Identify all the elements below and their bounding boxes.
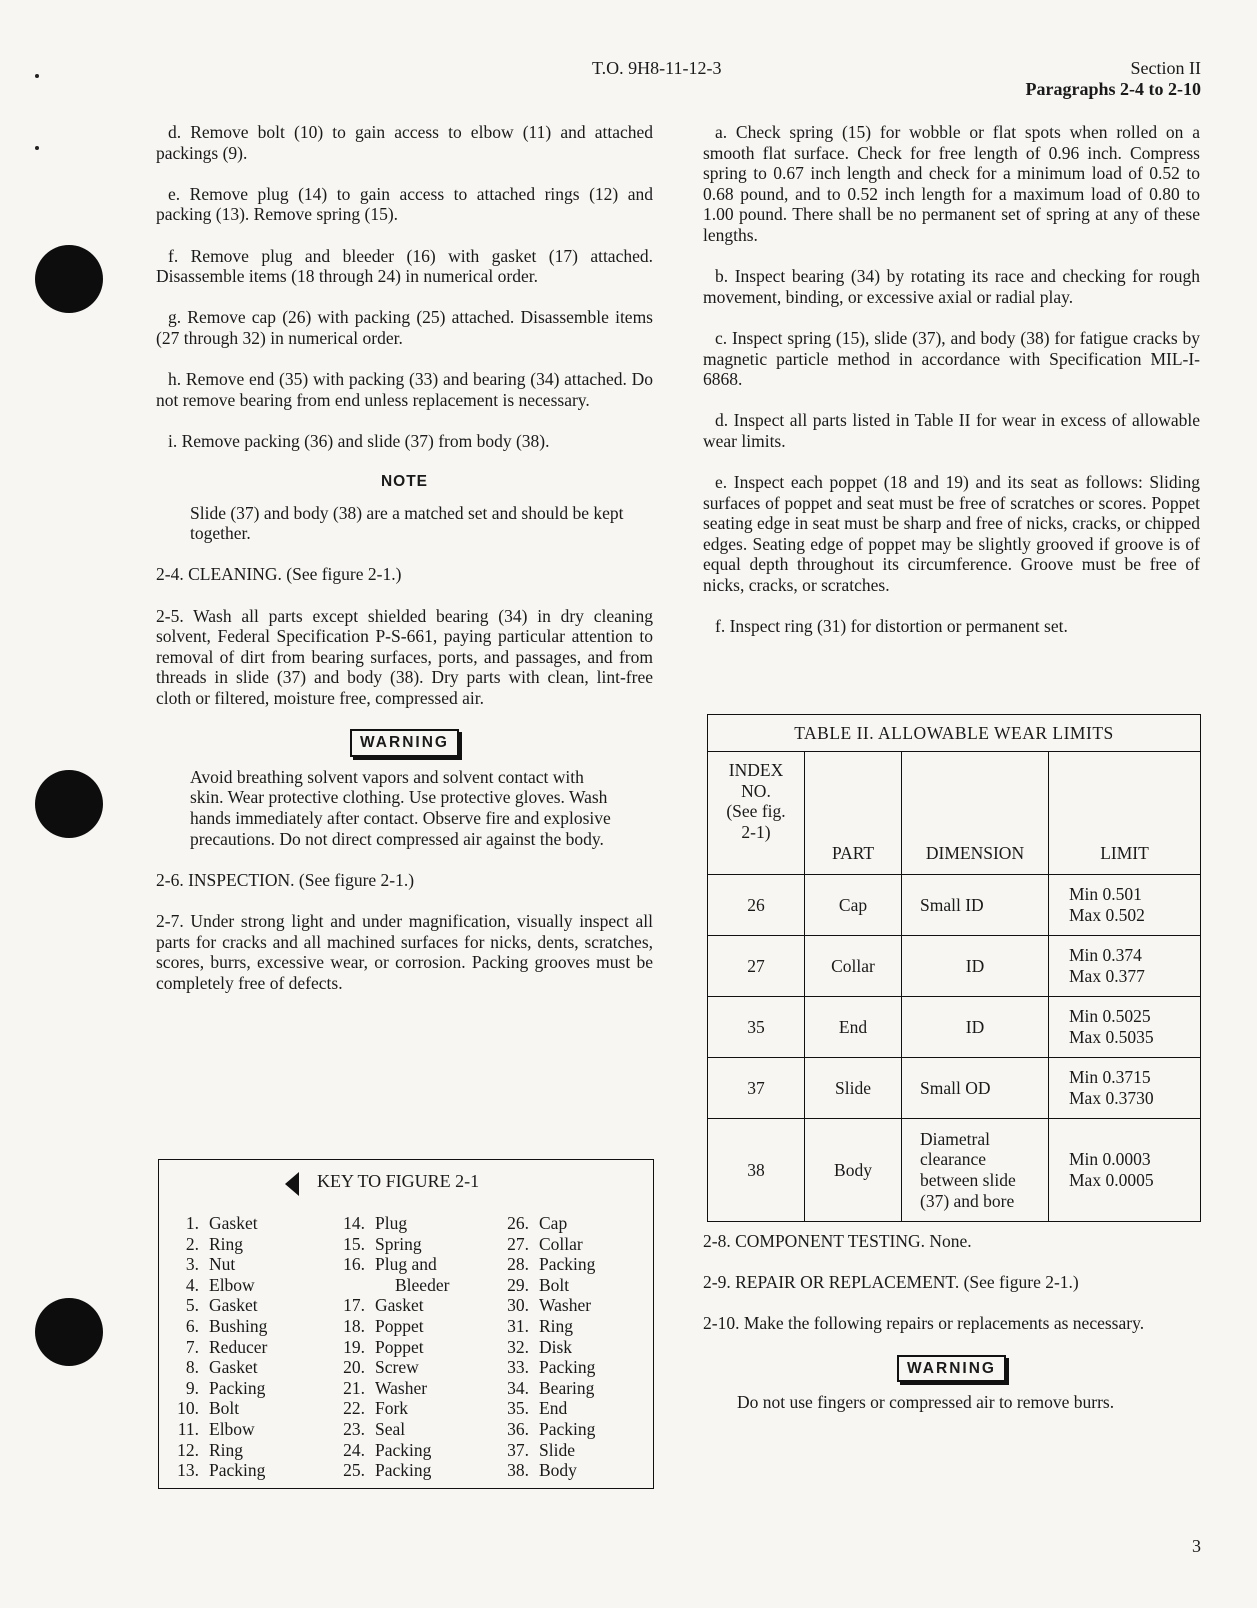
figure-key-title: KEY TO FIGURE 2-1: [317, 1171, 480, 1191]
warning-label-wrap: [156, 729, 653, 757]
para-2-8: 2-8. COMPONENT TESTING. None.: [703, 1231, 972, 1251]
step-g: g. Remove cap (26) with packing (25) attached. Disassemble items (27 through 32) in numerical order.: [156, 307, 653, 348]
figure-key-item: 4. Elbow: [185, 1274, 255, 1295]
figure-key-item: 34. Bearing: [507, 1377, 595, 1398]
inspect-c: c. Inspect spring (15), slide (37), and body (38) for fatigue cracks by magnetic particle method in accordance with Specification MIL-I-6868.: [703, 327, 1200, 390]
figure-key-item: 8. Gasket: [185, 1357, 258, 1378]
section-label: Section II: [1130, 58, 1201, 78]
table-row: 38 Body Diametral clearance between slide (37) and bore Min 0.0003 Max 0.0005: [708, 1119, 1201, 1222]
para-2-5: 2-5. Wash all parts except shielded bearing (34) in dry cleaning solvent, Federal Specification P-S-661, paying particular attention to removal of dirt from bearing surfaces, ports, and passages, and from threads in slide (37) and body (38). Dry parts with clean, lint-free cloth or filtered, moisture free, compressed air.: [156, 605, 653, 709]
figure-key-item: 5. Gasket: [185, 1295, 258, 1316]
figure-key-column-1: [159, 1213, 267, 1481]
figure-key-item: 30. Washer: [507, 1295, 592, 1316]
punch-hole: [35, 1298, 103, 1366]
punch-hole: [35, 770, 103, 838]
header-dimension: DIMENSION: [902, 752, 1049, 875]
figure-key-item: 26. Cap: [507, 1213, 568, 1233]
figure-key-item: 13. Packing: [177, 1460, 266, 1481]
figure-key-item: 22. Fork: [343, 1398, 409, 1419]
step-f: f. Remove plug and bleeder (16) with gasket (17) attached. Disassemble items (18 through 24) in numerical order.: [156, 245, 653, 287]
figure-key-item: 27. Collar: [507, 1233, 583, 1254]
figure-key-item: 2. Ring: [185, 1233, 244, 1254]
figure-key-item: 12. Ring: [177, 1439, 244, 1460]
figure-key-item: 29. Bolt: [507, 1274, 570, 1295]
figure-key-item: 38. Body: [507, 1460, 577, 1481]
paragraphs-label: Paragraphs 2-4 to 2-10: [1025, 79, 1201, 99]
inspect-a: a. Check spring (15) for wobble or flat spots when rolled on a smooth flat surface. Check for free length of 0.96 inch. Compress spring to 0.67 inch length and check for a minimum load of 0.52 to 0.68 pound, and to 0.52 inch length for a maximum load of 0.80 to 1.00 pound. There shall be no permanent set of spring at any of these lengths.: [703, 122, 1200, 245]
figure-key-column-3: [489, 1213, 595, 1481]
figure-key-item: 9. Packing: [185, 1377, 266, 1398]
table-row: 26 Cap Small ID Min 0.501 Max 0.502: [708, 875, 1201, 936]
section-header: [1026, 58, 1201, 100]
warning-text: Do not use fingers or compressed air to remove burrs.: [737, 1392, 1115, 1413]
figure-key-item: 35. End: [507, 1398, 568, 1419]
inspect-f: f. Inspect ring (31) for distortion or permanent set.: [715, 616, 1068, 637]
table-row: 35 End ID Min 0.5025 Max 0.5035: [708, 997, 1201, 1058]
figure-key-item: 15. Spring: [343, 1233, 422, 1254]
figure-key-item: 32. Disk: [507, 1336, 573, 1357]
page-number: 3: [1192, 1536, 1201, 1556]
margin-dot: [35, 74, 39, 78]
table-row: 37 Slide Small OD Min 0.3715 Max 0.3730: [708, 1058, 1201, 1119]
inspect-d: d. Inspect all parts listed in Table II for wear in excess of allowable wear limits.: [703, 410, 1200, 451]
step-i: i. Remove packing (36) and slide (37) from body (38).: [168, 430, 550, 451]
figure-key-item: 14. Plug: [343, 1213, 408, 1233]
figure-key-item: 36. Packing: [507, 1418, 596, 1439]
header-part: PART: [805, 752, 902, 875]
right-column-lower: [703, 1231, 1200, 1433]
figure-key-item: 20. Screw: [343, 1357, 419, 1378]
figure-key-item: 7. Reducer: [185, 1336, 268, 1357]
table-header-row: [708, 752, 1201, 875]
figure-key-item: 18. Poppet: [343, 1315, 424, 1336]
header-limit: LIMIT: [1049, 752, 1201, 875]
figure-key-item: Bleeder: [395, 1274, 450, 1295]
warning-label: WARNING: [350, 729, 459, 757]
figure-key-item: 33. Packing: [507, 1357, 596, 1378]
step-e: e. Remove plug (14) to gain access to attached rings (12) and packing (13). Remove spring (15).: [156, 183, 653, 225]
figure-key-item: 24. Packing: [343, 1439, 432, 1460]
figure-key-item: 21. Washer: [343, 1377, 428, 1398]
inspect-b: b. Inspect bearing (34) by rotating its race and checking for rough movement, binding, or excessive axial or radial play.: [703, 266, 1200, 307]
para-2-10: 2-10. Make the following repairs or replacements as necessary.: [703, 1313, 1145, 1334]
figure-key-item: 31. Ring: [507, 1315, 574, 1336]
para-2-9: 2-9. REPAIR OR REPLACEMENT. (See figure 2-1.): [703, 1272, 1079, 1293]
note-title: NOTE: [380, 473, 429, 491]
figure-key-box: [158, 1159, 654, 1489]
warning-text: Avoid breathing solvent vapors and solvent contact with skin. Wear protective clothing. Use protective gloves. Wash hands immediately after contact. Observe fire and explosive precautions. Do not direct compressed air against the body.: [190, 766, 611, 849]
margin-dot: [35, 146, 39, 150]
punch-hole: [35, 245, 103, 313]
wear-limits-table: [707, 714, 1201, 1222]
figure-key-item: 6. Bushing: [185, 1315, 268, 1336]
step-d: d. Remove bolt (10) to gain access to elbow (11) and attached packings (9).: [156, 122, 653, 163]
figure-key-item: 3. Nut: [185, 1254, 236, 1275]
figure-key-item: 28. Packing: [507, 1254, 596, 1275]
figure-key-item: 11. Elbow: [177, 1418, 255, 1439]
figure-key-item: 16. Plug and: [343, 1254, 437, 1275]
figure-key-item: 25. Packing: [343, 1460, 432, 1481]
arrow-left-icon: [285, 1172, 299, 1196]
figure-key-item: 23. Seal: [343, 1418, 406, 1439]
figure-key-column-2: [325, 1213, 449, 1481]
figure-key-item: 1. Gasket: [185, 1213, 258, 1233]
table-caption: TABLE II. ALLOWABLE WEAR LIMITS: [708, 715, 1201, 752]
para-2-6: 2-6. INSPECTION. (See figure 2-1.): [156, 869, 415, 890]
figure-key-item: 19. Poppet: [343, 1336, 424, 1357]
figure-key-item: 17. Gasket: [343, 1295, 424, 1316]
document-number: T.O. 9H8-11-12-3: [592, 58, 722, 78]
para-2-7: 2-7. Under strong light and under magnification, visually inspect all parts for cracks and all machined surfaces for nicks, dents, scratches, scores, burrs, excessive wear, or corrosion. Packing grooves must be completely free of defects.: [156, 910, 653, 993]
figure-key-item: 37. Slide: [507, 1439, 575, 1460]
left-column: [156, 122, 653, 1014]
warning-label: WARNING: [897, 1355, 1006, 1383]
header-index: INDEX NO. (See fig. 2-1): [708, 752, 805, 875]
note-text: Slide (37) and body (38) are a matched set and should be kept together.: [190, 502, 624, 544]
table-row: 27 Collar ID Min 0.374 Max 0.377: [708, 936, 1201, 997]
inspect-e: e. Inspect each poppet (18 and 19) and its seat as follows: Sliding surfaces of poppet and seat must be free of scratches or scores. Poppet seating edge in seat must be sharp and free of nicks, cracks, or chipped edges. Seating edge of poppet may be slightly grooved if groove is of equal depth throughout its circumference. Groove must be free of nicks, cracks, or scratches.: [703, 472, 1200, 596]
step-h: h. Remove end (35) with packing (33) and bearing (34) attached. Do not remove bearing from end unless replacement is necessary.: [156, 369, 653, 410]
right-column: [703, 122, 1200, 657]
warning-label-wrap: [703, 1355, 1200, 1383]
para-2-4: 2-4. CLEANING. (See figure 2-1.): [156, 564, 402, 585]
figure-key-item: 10. Bolt: [177, 1398, 240, 1419]
